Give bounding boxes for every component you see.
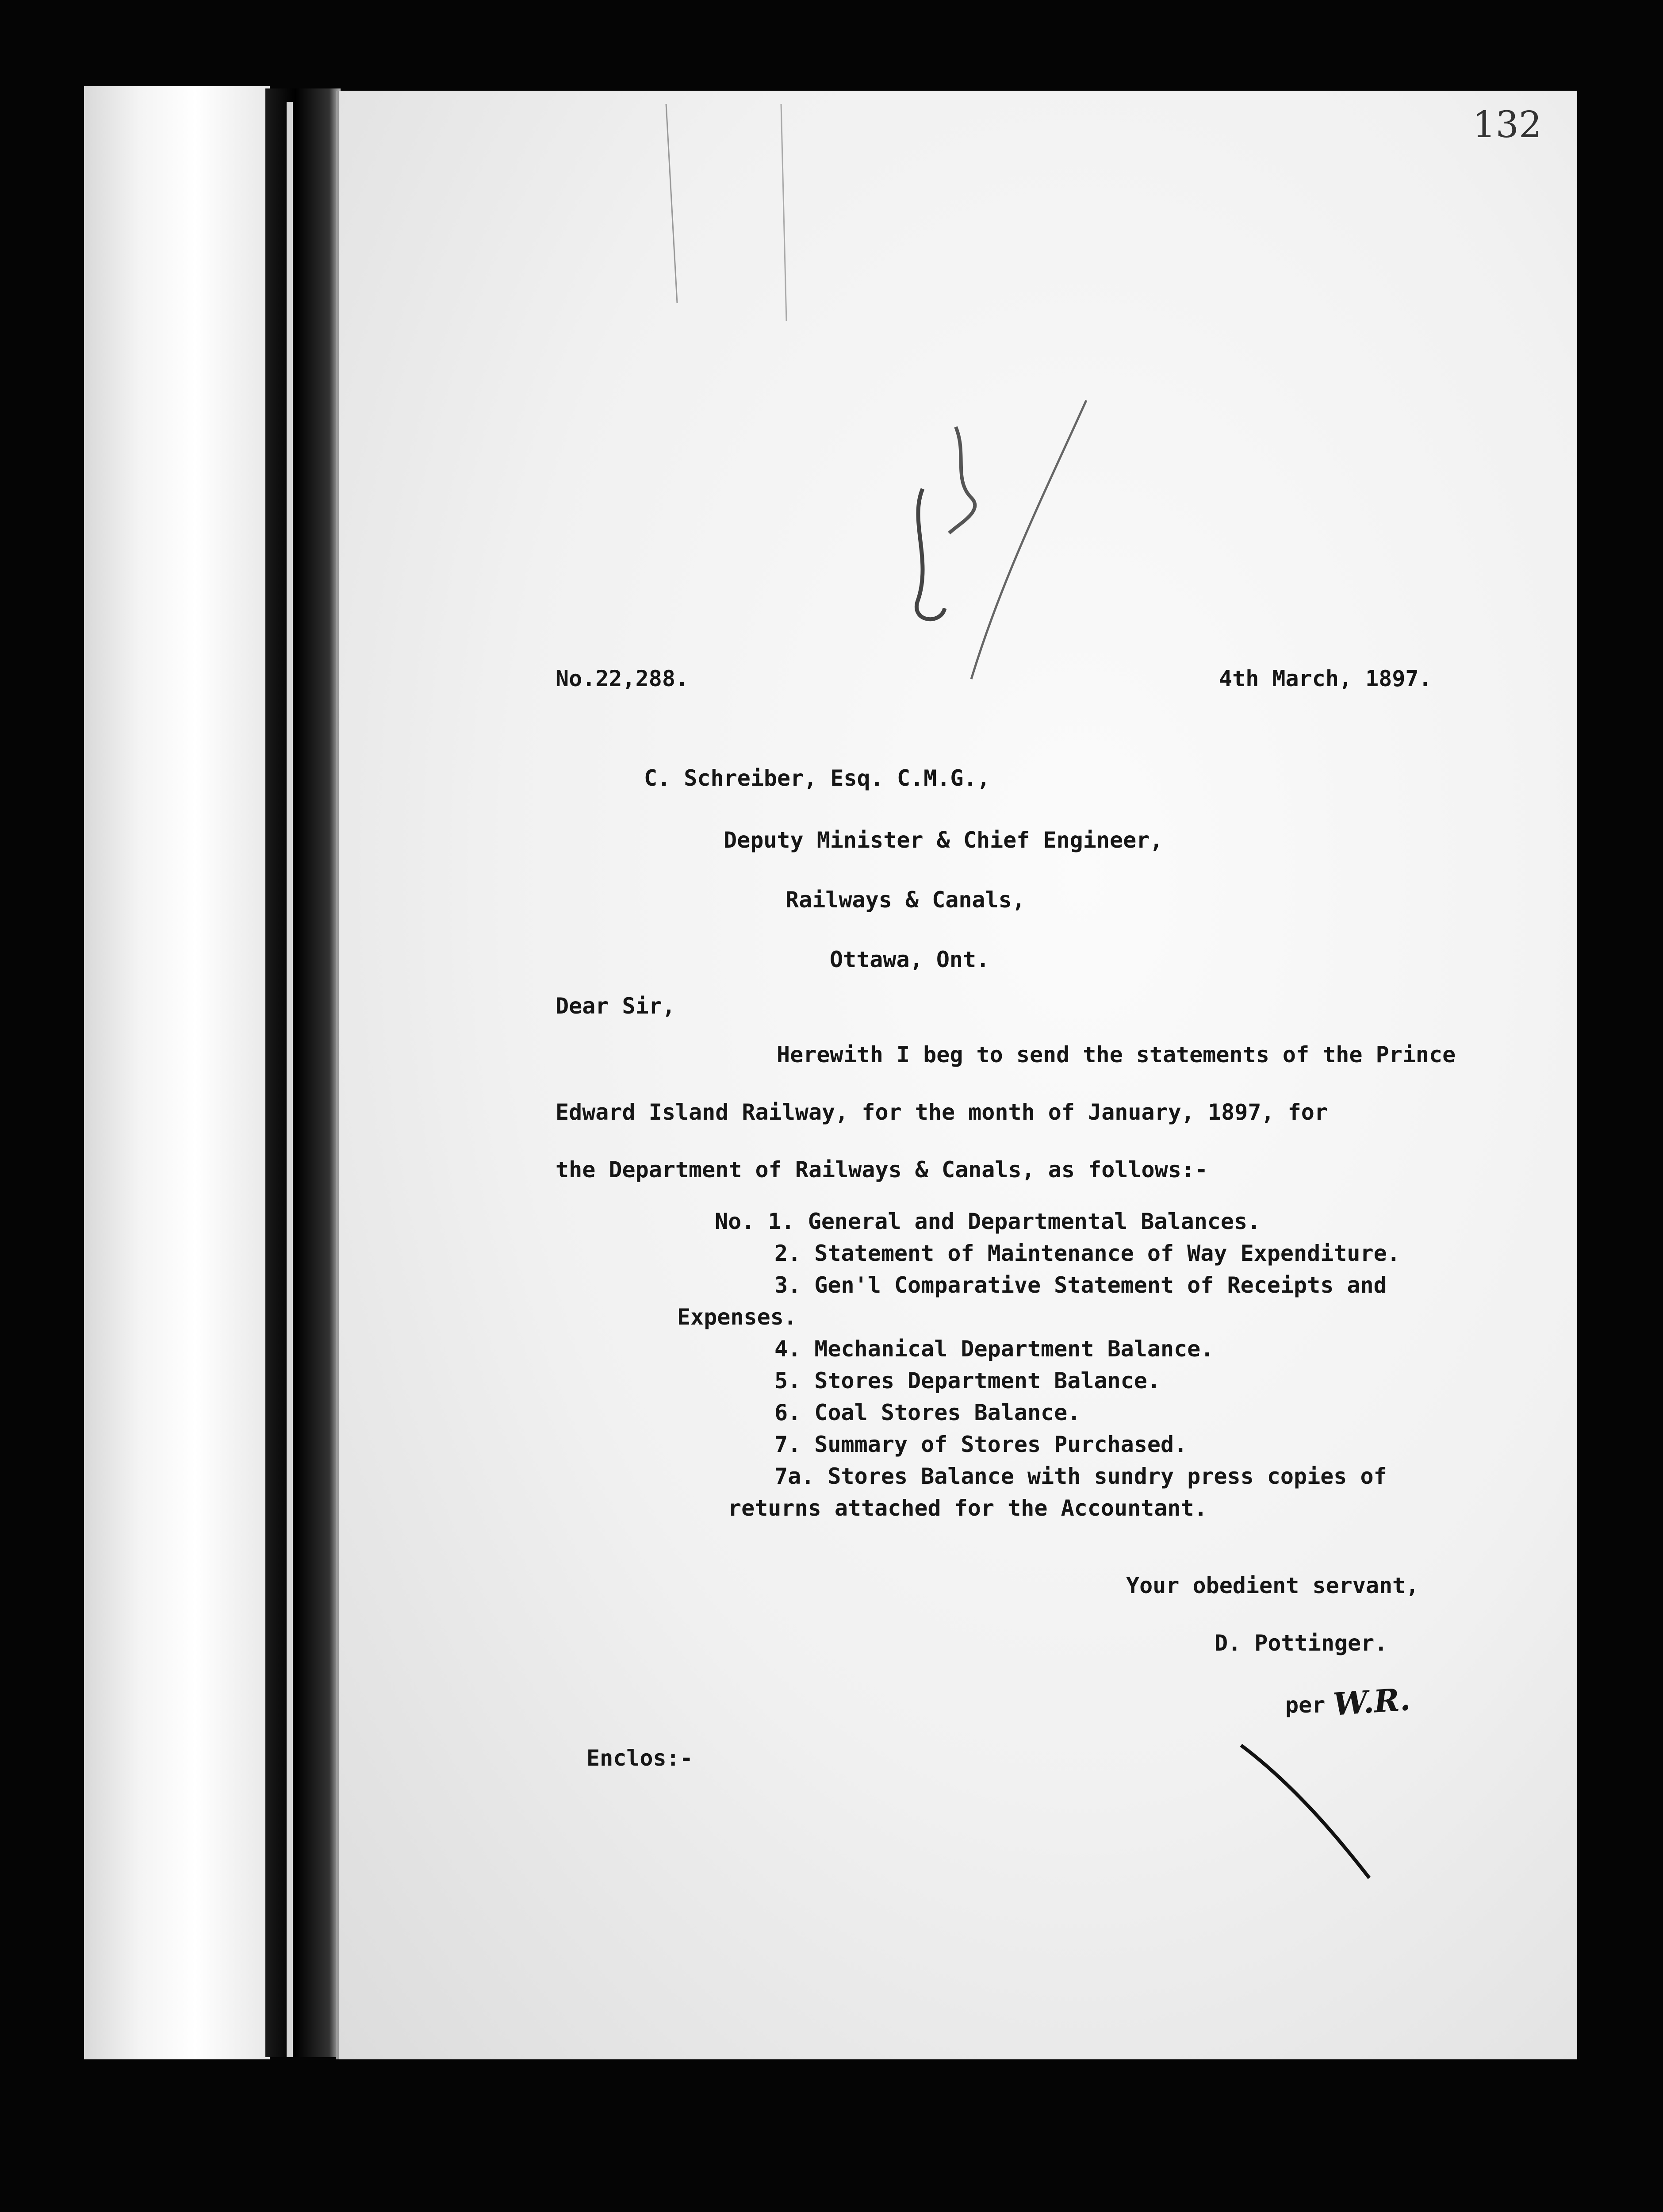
enclosure-item: 7. Summary of Stores Purchased. [774,1432,1188,1457]
enclosure-label: Enclos:- [586,1745,693,1771]
binding-strip [84,86,270,2059]
enclosure-item: 7a. Stores Balance with sundry press copies of [774,1463,1387,1489]
enclosure-item: returns attached for the Accountant. [728,1495,1207,1521]
reference-number: No.22,288. [556,666,689,691]
per-line [1285,1681,1412,1723]
recipient-title: Deputy Minister & Chief Engineer, [724,827,1163,853]
page-number: 132 [1472,104,1542,146]
letter-body [339,91,1577,2059]
recipient-department: Railways & Canals, [786,887,1025,913]
body-line: Herewith I beg to send the statements of the Prince [777,1042,1456,1068]
recipient-name: C. Schreiber, Esq. C.M.G., [644,765,990,791]
per-label: per [1285,1692,1326,1718]
closing: Your obedient servant, [1126,1573,1419,1598]
body-line: Edward Island Railway, for the month of January, 1897, for [556,1099,1328,1125]
enclosure-item: 6. Coal Stores Balance. [774,1400,1081,1425]
letter-date: 4th March, 1897. [1219,666,1432,691]
salutation: Dear Sir, [556,993,675,1019]
enclosure-item: No. 1. General and Departmental Balances. [715,1209,1261,1234]
binding-edge [287,102,293,2057]
signer-name: D. Pottinger. [1215,1630,1388,1656]
enclosure-item: 4. Mechanical Department Balance. [774,1336,1214,1362]
recipient-location: Ottawa, Ont. [830,947,990,972]
enclosure-item: 3. Gen'l Comparative Statement of Receipts and [774,1272,1387,1298]
enclosure-item: 2. Statement of Maintenance of Way Expenditure. [774,1240,1400,1266]
per-initials: W.R. [1332,1681,1412,1723]
enclosure-item: 5. Stores Department Balance. [774,1368,1161,1394]
enclosure-item: Expenses. [677,1304,797,1330]
letter-sheet [336,91,1577,2059]
binding-shadow [265,88,341,2057]
enclosure-list [677,1206,1400,1524]
body-line: the Department of Railways & Canals, as follows:- [556,1157,1208,1183]
